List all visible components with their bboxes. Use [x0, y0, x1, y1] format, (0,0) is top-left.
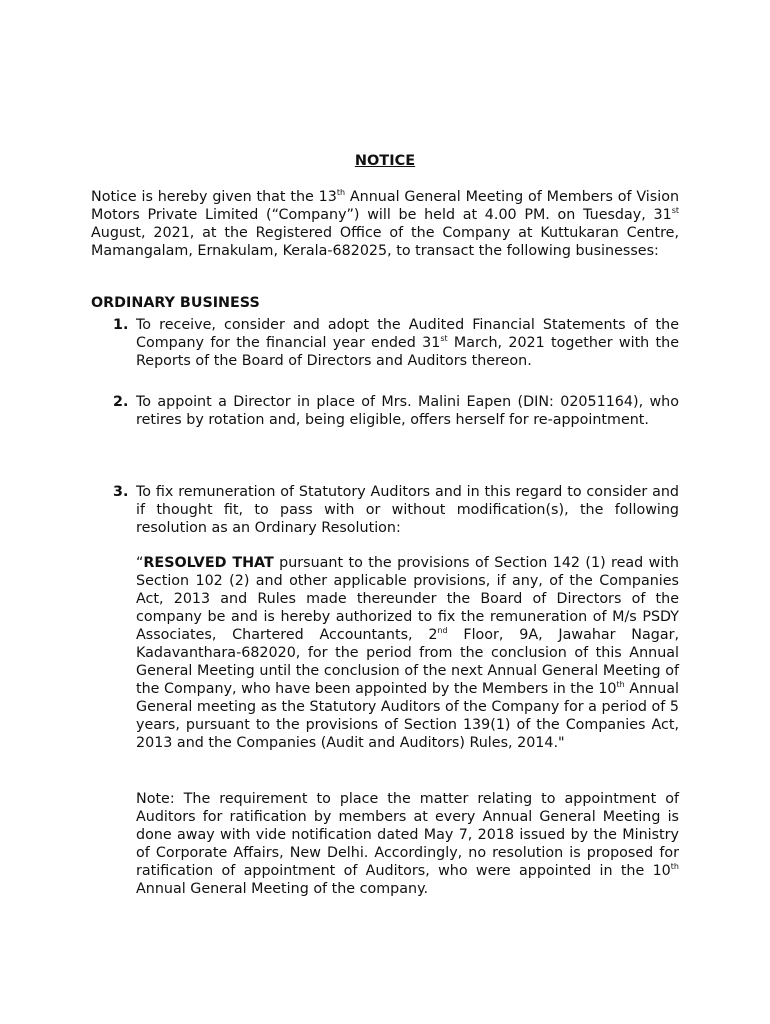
- intro-paragraph: [91, 188, 679, 260]
- note-paragraph: [136, 790, 679, 898]
- resolution-sup-1: nd: [437, 626, 448, 636]
- resolution-sup-2: th: [616, 680, 625, 690]
- resolution-paragraph: [136, 554, 679, 752]
- item-text-1: [136, 316, 679, 370]
- item-number-1: 1.: [113, 317, 129, 333]
- intro-sup-2: st: [671, 206, 679, 216]
- page-title: NOTICE: [354, 153, 416, 169]
- intro-sup-1: th: [336, 188, 346, 198]
- item-1-sup: st: [440, 334, 448, 344]
- note-text-2: Annual General Meeting of the company.: [136, 881, 429, 897]
- item-text-2: To appoint a Director in place of Mrs. Malini Eapen (DIN: 02051164), who retires by rotation and, being eligible, offers herself for re-appointment.: [136, 394, 679, 428]
- intro-text-1: Notice is hereby given that the 13: [91, 189, 337, 205]
- resolution-text-3: Annual General meeting as the Statutory Auditors of the Company for a period of 5 years, pursuant to the provisions of Section 139(1) of the Companies Act, 2013 and the Companies (Audit and Auditors) Rules, 2014.": [136, 681, 679, 751]
- note-sup: th: [670, 862, 679, 872]
- resolution-lead: RESOLVED THAT: [143, 555, 274, 571]
- intro-text-2: Annual General Meeting of Members of Vision Motors Private Limited (“Company”) will be held at 4.00 PM. on Tuesday, 31: [91, 189, 680, 223]
- item-text-3: To fix remuneration of Statutory Auditors and in this regard to consider and if thought fit, to pass with or without modification(s), the following resolution as an Ordinary Resolution:: [136, 484, 679, 536]
- intro-text-3: August, 2021, at the Registered Office of the Company at Kuttukaran Centre, Mamangalam, Ernakulam, Kerala-682025, to transact the following businesses:: [91, 225, 679, 259]
- section-heading: ORDINARY BUSINESS: [91, 295, 260, 311]
- item-number-3: 3.: [113, 484, 129, 500]
- resolution-open-quote: “: [136, 555, 144, 571]
- note-text-1: Note: The requirement to place the matter relating to appointment of Auditors for ratification by members at every Annual General Meeting is done away with vide notification dated May 7, 2018 issued by the Ministry of Corporate Affairs, New Delhi. Accordingly, no resolution is proposed for ratification of appointment of Auditors, who were appointed in the 10: [136, 791, 679, 879]
- item-1-text-a: To receive, consider and adopt the Audited Financial Statements of the Company for the financial year ended 31: [136, 317, 679, 351]
- resolution-text-1: pursuant to the provisions of Section 142 (1) read with Section 102 (2) and other applicable provisions, if any, of the Companies Act, 2013 and Rules made thereunder the Board of Directors of the company be and is hereby authorized to fix the remuneration of M/s PSDY Associates, Chartered Accountants, 2: [136, 555, 679, 643]
- item-1-text-b: March, 2021 together with the Reports of the Board of Directors and Auditors thereon.: [136, 335, 680, 369]
- resolution-text-2: Floor, 9A, Jawahar Nagar, Kadavanthara-682020, for the period from the conclusion of this Annual General Meeting until the conclusion of the next Annual General Meeting of the Company, who have been appointed by the Members in the 10: [136, 627, 680, 697]
- item-number-2: 2.: [113, 394, 129, 410]
